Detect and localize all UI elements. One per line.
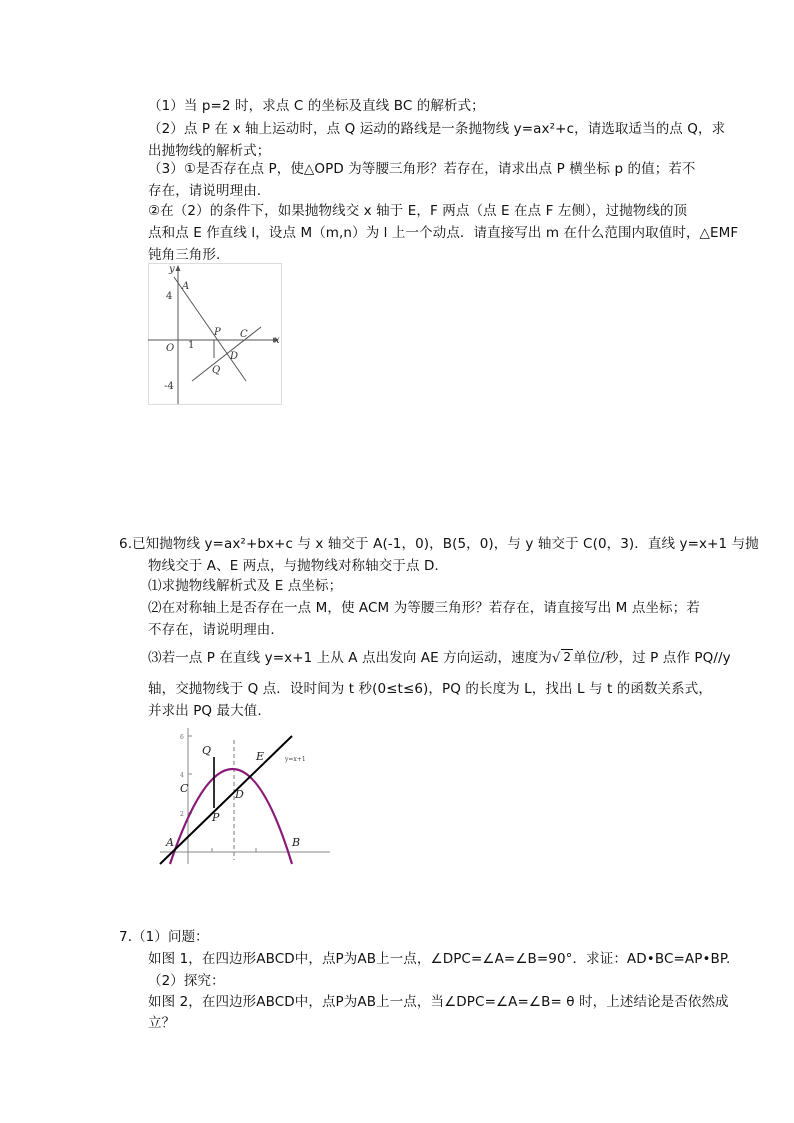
fig1-label-C: C xyxy=(240,329,248,340)
q5-line-7: 点和点 E 作直线 l，设点 M（m,n）为 l 上一个动点．请直接写出 m 在什么范围内取值时，△EMF xyxy=(148,225,739,241)
fig2-label-line: y=x+1 xyxy=(285,756,306,763)
q5-line-8: 钝角三角形. xyxy=(148,247,221,263)
q6-line-6 xyxy=(148,648,731,669)
q6-line-6-part-b: 单位/秒，过 P 点作 PQ//y xyxy=(573,650,731,666)
q5-line-5: 存在，请说明理由. xyxy=(148,183,262,199)
sqrt-symbol-icon: √ xyxy=(551,651,561,666)
q5-line-1: （1）当 p=2 时，求点 C 的坐标及直线 BC 的解析式； xyxy=(148,98,485,114)
q6-line-6-part-a: ⑶若一点 P 在直线 y=x+1 上从 A 点出发向 AE 方向运动，速度为 xyxy=(148,650,552,666)
q6-line-3: ⑴求抛物线解析式及 E 点坐标； xyxy=(148,578,343,594)
q5-line-3: 出抛物线的解析式； xyxy=(148,143,271,159)
fig1-label-A: A xyxy=(182,281,190,292)
fig2-label-B: B xyxy=(292,836,301,849)
q5-line-6: ②在（2）的条件下，如果抛物线交 x 轴于 E，F 两点（点 E 在点 F 左侧），过抛物线的顶 xyxy=(148,203,688,219)
fig1-label-D: D xyxy=(230,351,239,362)
q7-line-3: （2）探究： xyxy=(148,973,225,989)
q7-line-1: 7.（1）问题： xyxy=(119,929,209,945)
fig2-label-Q: Q xyxy=(202,744,212,757)
q6-sqrt-value: 2 xyxy=(563,650,572,664)
fig2-label-E: E xyxy=(256,750,265,763)
figure-2-parabola-diagram xyxy=(146,722,332,865)
fig2-tick-6: 6 xyxy=(180,734,184,741)
fig2-label-D: D xyxy=(235,788,244,801)
fig2-label-A: A xyxy=(166,836,174,849)
fig1-label-Q: Q xyxy=(212,365,221,376)
q5-line-4: （3）①是否存在点 P，使△OPD 为等腰三角形？若存在，请求出点 P 横坐标 p 的值；若不 xyxy=(148,161,696,177)
q7-line-4: 如图 2，在四边形ABCD中，点P为AB上一点，当∠DPC=∠A=∠B= θ 时，上述结论是否依然成 xyxy=(148,994,729,1010)
q6-line-5: 不存在，请说明理由. xyxy=(148,622,275,638)
q6-line-2: 物线交于 A、E 两点，与抛物线对称轴交于点 D. xyxy=(148,558,439,574)
figure-1-coordinate-diagram xyxy=(148,263,282,405)
fig1-label-y: y xyxy=(169,264,175,275)
q7-line-5: 立？ xyxy=(148,1015,176,1031)
fig2-label-P: P xyxy=(212,811,220,824)
fig2-tick-4: 4 xyxy=(180,772,184,779)
fig1-label-neg4: -4 xyxy=(164,381,174,392)
fig1-label-P: P xyxy=(214,327,221,338)
q7-line-2: 如图 1，在四边形ABCD中，点P为AB上一点，∠DPC=∠A=∠B=90°．求证：AD•BC=AP•BP. xyxy=(148,951,731,967)
q6-line-1: 6.已知抛物线 y=ax²+bx+c 与 x 轴交于 A(-1，0)，B(5，0)，与 y 轴交于 C(0，3)．直线 y=x+1 与抛 xyxy=(119,536,759,552)
fig1-label-1: 1 xyxy=(188,340,195,351)
fig2-label-C: C xyxy=(180,782,189,795)
fig1-label-4: 4 xyxy=(166,291,173,302)
q6-line-7: 轴，交抛物线于 Q 点．设时间为 t 秒(0≤t≤6)，PQ 的长度为 L，找出 L 与 t 的函数关系式， xyxy=(148,681,712,697)
q5-line-2: （2）点 P 在 x 轴上运动时，点 Q 运动的路线是一条抛物线 y=ax²+c，请选取适当的点 Q，求 xyxy=(148,121,726,137)
q6-line-4: ⑵在对称轴上是否存在一点 M，使 ACM 为等腰三角形？若存在，请直接写出 M 点坐标；若 xyxy=(148,600,700,616)
fig1-label-x: x xyxy=(274,335,280,346)
q6-line-8: 并求出 PQ 最大值. xyxy=(148,703,262,719)
fig1-label-O: O xyxy=(166,343,175,354)
fig2-tick-2: 2 xyxy=(180,811,184,818)
